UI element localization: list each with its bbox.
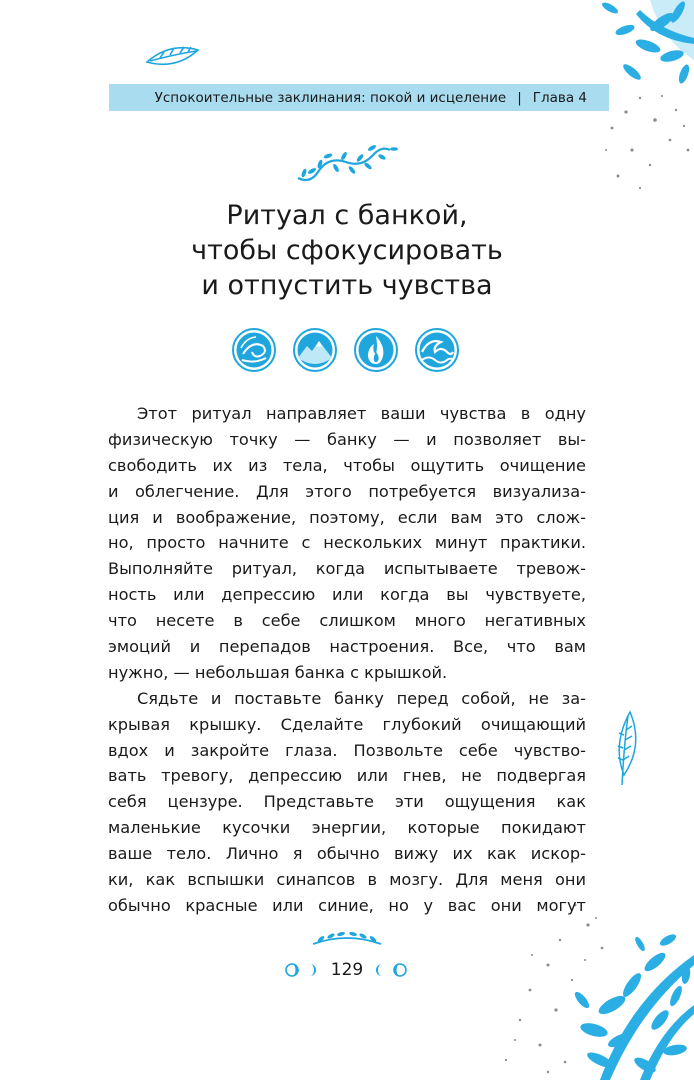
moon-phases-right-icon xyxy=(370,962,408,978)
text-line: что несете в себе слишком много негативных xyxy=(108,611,586,631)
text-line: Этот ритуал направляет ваши чувства в одну xyxy=(137,404,586,423)
element-icons-row xyxy=(230,326,462,374)
fire-icon xyxy=(355,329,397,371)
header-separator: | xyxy=(517,89,522,106)
water-icon xyxy=(416,329,458,371)
text-line: свободить их из тела, чтобы ощутить очищение xyxy=(108,455,586,475)
feather-icon xyxy=(618,712,636,785)
header-section-title: Успокоительные заклинания: покой и исцеление xyxy=(154,89,507,106)
text-line: и облегчение. Для этого потребуется визуализа- xyxy=(108,481,586,501)
text-line: эмоций и перепадов настроения. Все, что вам xyxy=(108,637,586,657)
text-line: крывая крышку. Сделайте глубокий очищающий xyxy=(108,714,586,734)
text-line: себя цензуре. Представьте эти ощущения как xyxy=(108,792,586,812)
text-line: ваше тело. Лично я обычно вижу их как искор- xyxy=(108,844,586,864)
text-line: Выполняйте ритуал, когда испытываете тревож- xyxy=(108,559,586,579)
earth-icon xyxy=(294,329,336,371)
laurel-ornament-icon xyxy=(307,930,387,950)
page-number: 129 xyxy=(330,960,364,980)
vine-ornament-icon xyxy=(290,140,402,186)
text-line: нужно, — небольшая банка с крышкой. xyxy=(108,662,448,682)
text-line: ция и воображение, поэтому, если вам это слож- xyxy=(108,507,586,527)
leaf-sketch-icon xyxy=(147,47,198,64)
foliage-top-right-icon xyxy=(600,0,694,85)
running-header xyxy=(109,84,609,111)
title-line: чтобы сфокусировать xyxy=(191,235,503,266)
page-title xyxy=(100,198,594,303)
text-line: ки, как вспышки синапсов в мозгу. Для меня они xyxy=(108,870,586,890)
text-line: но, просто начните с нескольких минут практики. xyxy=(108,533,586,553)
body-text xyxy=(108,401,586,919)
header-chapter: Глава 4 xyxy=(532,89,587,106)
text-line: физическую точку — банку — и позволяет вы- xyxy=(108,429,586,449)
text-line: ность или депрессию или когда вы чувствуете, xyxy=(108,585,586,605)
text-line: вать тревогу, депрессию или гнев, не подвергая xyxy=(108,766,586,786)
foliage-bottom-right-icon xyxy=(573,932,694,1080)
title-line: Ритуал с банкой, xyxy=(226,200,468,231)
air-icon xyxy=(233,329,275,371)
text-line: маленькие кусочки энергии, которые покидают xyxy=(108,818,586,838)
text-line: обычно красные или синие, но у вас они могут xyxy=(108,895,586,915)
title-line: и отпустить чувства xyxy=(201,270,493,301)
text-line: Сядьте и поставьте банку перед собой, не за- xyxy=(137,688,586,708)
moon-phases-left-icon xyxy=(284,962,322,978)
text-line: вдох и закройте глаза. Позвольте себе чувство- xyxy=(108,740,586,760)
